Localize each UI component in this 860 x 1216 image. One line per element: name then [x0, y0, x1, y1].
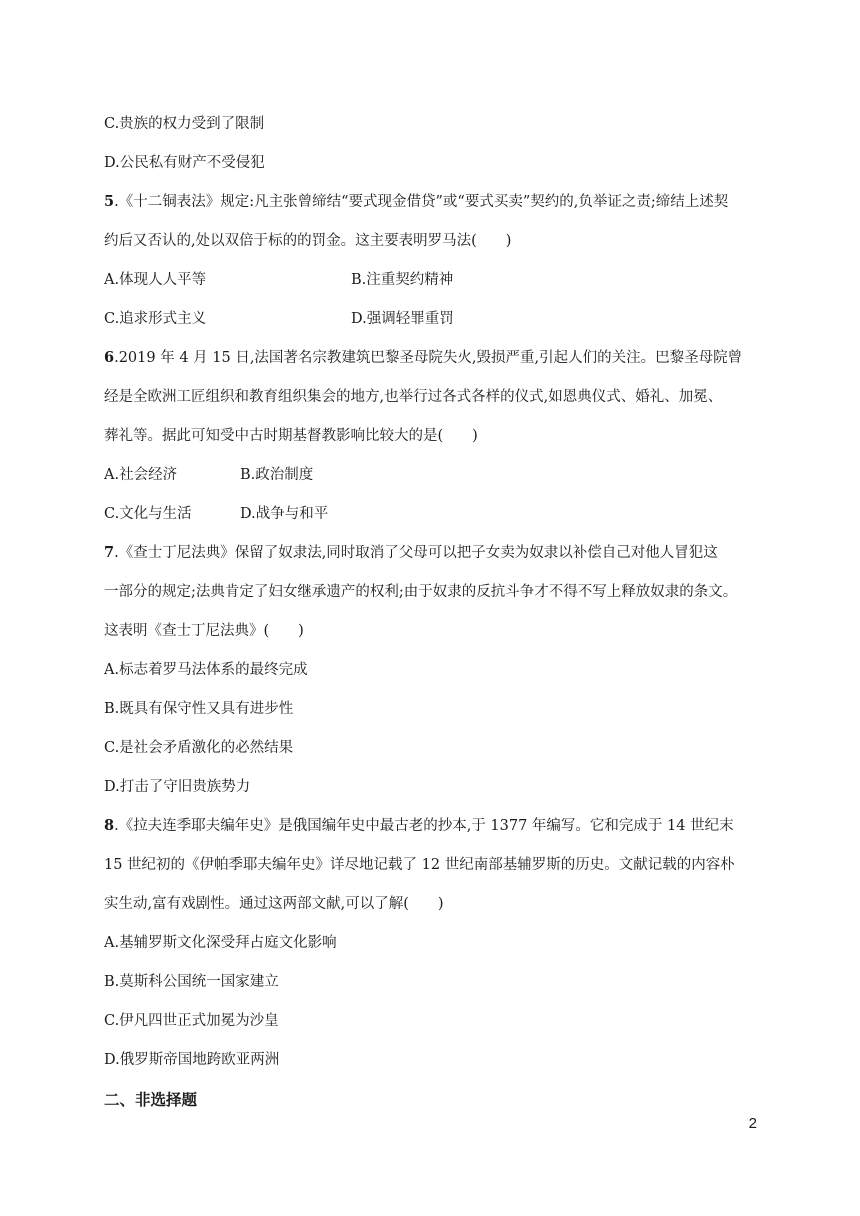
q7-option-c: C.是社会矛盾激化的必然结果 — [104, 740, 294, 756]
q5-option-c: C.追求形式主义 — [104, 311, 207, 327]
q5-option-d: D.强调轻罪重罚 — [351, 311, 454, 327]
q7-number: 7 — [104, 544, 115, 561]
q4-option-c: C.贵族的权力受到了限制 — [104, 116, 265, 132]
q6-option-b: B.政治制度 — [240, 467, 314, 483]
q8-number: 8 — [104, 817, 115, 834]
section-heading: 二、非选择题 — [104, 1091, 198, 1109]
q7-stem-text-1: .《查士丁尼法典》保留了奴隶法,同时取消了父母可以把子女卖为奴隶以补偿自己对他人冒犯这 — [114, 545, 718, 561]
q8-option-b: B.莫斯科公国统一国家建立 — [104, 974, 279, 990]
q8-option-c: C.伊凡四世正式加冕为沙皇 — [104, 1013, 279, 1029]
page-number: 2 — [748, 1115, 757, 1132]
q8-stem-line-1 — [104, 816, 734, 836]
q6-stem-line-1 — [104, 348, 742, 368]
q8-option-a: A.基辅罗斯文化深受拜占庭文化影响 — [104, 935, 337, 951]
q7-stem-line-2: 一部分的规定;法典肯定了妇女继承遗产的权利;由于奴隶的反抗斗争才不得不写上释放奴隶的条文。 — [104, 584, 738, 600]
q6-option-a: A.社会经济 — [104, 467, 178, 483]
q8-stem-line-2: 15 世纪初的《伊帕季耶夫编年史》详尽地记载了 12 世纪南部基辅罗斯的历史。文献记载的内容朴 — [104, 857, 735, 873]
q5-number: 5 — [104, 193, 115, 210]
q8-stem-line-3: 实生动,富有戏剧性。通过这两部文献,可以了解( ) — [104, 896, 444, 912]
q6-stem-line-3: 葬礼等。据此可知受中古时期基督教影响比较大的是( ) — [104, 428, 478, 444]
q4-option-d: D.公民私有财产不受侵犯 — [104, 155, 265, 171]
q6-stem-line-2: 经是全欧洲工匠组织和教育组织集会的地方,也举行过各式各样的仪式,如恩典仪式、婚礼、加冕、 — [104, 389, 723, 405]
q6-number: 6 — [104, 349, 115, 366]
q6-option-c: C.文化与生活 — [104, 506, 192, 522]
q7-option-d: D.打击了守旧贵族势力 — [104, 779, 251, 795]
q5-stem-line-1 — [104, 192, 728, 212]
q5-option-a: A.体现人人平等 — [104, 272, 207, 288]
q7-stem-line-1 — [104, 543, 718, 563]
q5-option-b: B.注重契约精神 — [351, 272, 454, 288]
q8-option-d: D.俄罗斯帝国地跨欧亚两洲 — [104, 1052, 280, 1068]
q5-stem-line-2: 约后又否认的,处以双倍于标的的罚金。这主要表明罗马法( ) — [104, 233, 512, 249]
q8-stem-text-1: .《拉夫连季耶夫编年史》是俄国编年史中最古老的抄本,于 1377 年编写。它和完成于 14 世纪末 — [114, 818, 734, 834]
q6-option-d: D.战争与和平 — [240, 506, 329, 522]
q7-option-b: B.既具有保守性又具有进步性 — [104, 701, 294, 717]
q5-stem-text-1: .《十二铜表法》规定:凡主张曾缔结“要式现金借贷”或“要式买卖”契约的,负举证之责;缔结上述契 — [114, 194, 729, 210]
q7-option-a: A.标志着罗马法体系的最终完成 — [104, 662, 308, 678]
q7-stem-line-3: 这表明《查士丁尼法典》( ) — [104, 623, 304, 639]
q6-stem-text-1: .2019 年 4 月 15 日,法国著名宗教建筑巴黎圣母院失火,毁损严重,引起人们的关注。巴黎圣母院曾 — [114, 350, 743, 366]
